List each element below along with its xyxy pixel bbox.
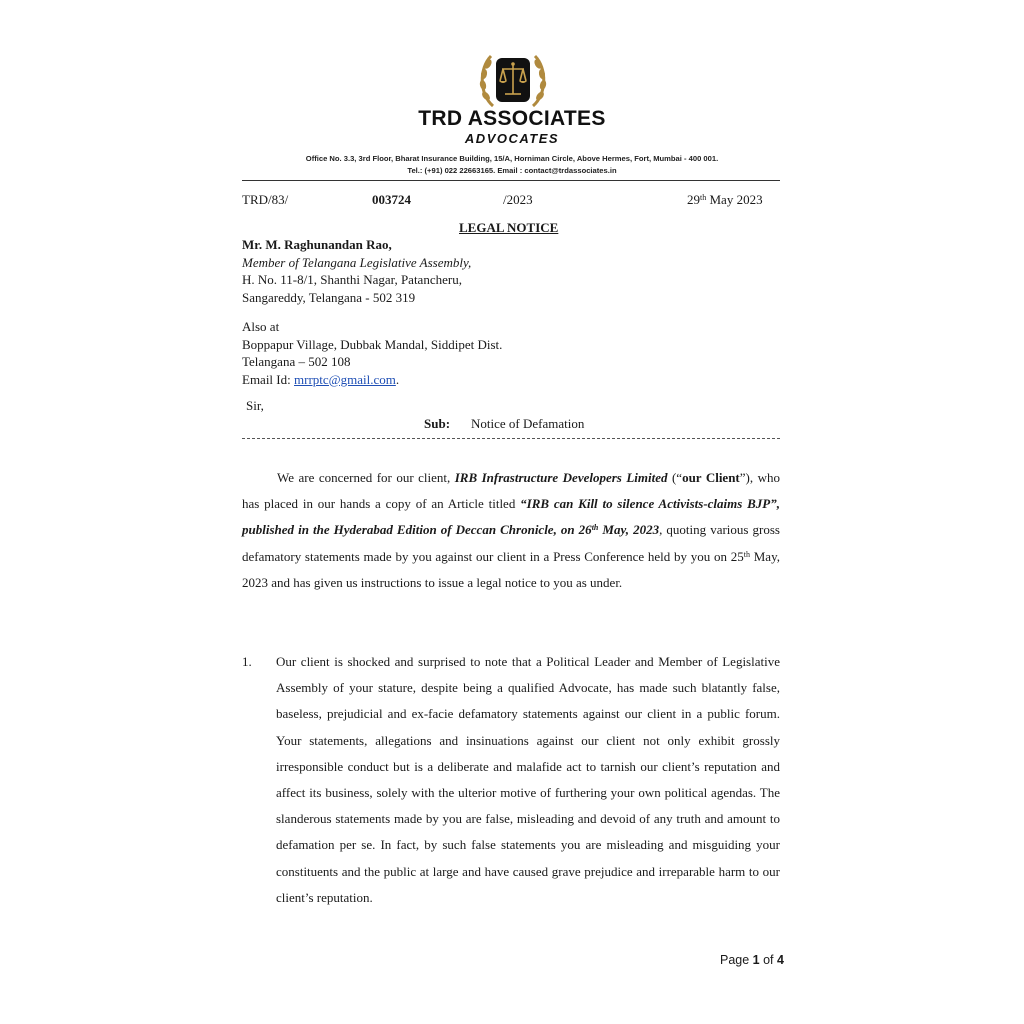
firm-logo-scales-icon [475,52,551,112]
reference-number: 003724 [372,192,411,207]
addressee-block [242,236,471,306]
salutation: Sir, [246,398,264,413]
intro-text: ”), who has placed in our hands a copy of an Article titled [242,470,780,512]
notice-heading: LEGAL NOTICE [459,220,559,235]
firm-address: Office No. 3.3, 3rd Floor, Bharat Insurance Building, 15/A, Horniman Circle, Above Hermes, Fort, Mumbai - 400 001. [305,154,719,163]
intro-text: May, 2023 and has given us instructions to issue a legal notice to you as under. [242,548,780,590]
alternate-address-block [242,318,502,388]
point-text: Our client is shocked and surprised to note that a Political Leader and Member of Legislative Assembly of your stature, despite being a qualified Advocate, has made such blatantly false, baseless, prejudicial and ex-facie defamatory statements against our client in a public forum. Your statements, allegations and insinuations against our client not only exhibit grossly irresponsible conduct but is a deliberate and malafide act to tarnish our client’s reputation and affect its business, solely with the ulterior motive of furthering your own political agendas. The slanderous statements made by you are false, misleading and devoid of any truth and amount to defamation per se. In fact, by such false statements you are misleading and misguiding your constituents and the public at large and have caused grave prejudice and irreparable harm to our client’s reputation. [276,654,780,905]
page-total: 4 [777,953,784,967]
date-month-year: May 2023 [706,192,763,207]
reference-prefix: TRD/83/ [242,192,289,207]
conference-date-suffix: th [743,549,750,559]
firm-name: TRD ASSOCIATES [418,107,606,130]
firm-subtitle: ADVOCATES [464,131,560,146]
letterhead-divider [242,180,780,181]
client-short-name: our Client [682,470,740,485]
alternate-address-line: Telangana – 502 108 [242,354,351,369]
dashed-divider [242,438,780,439]
date-suffix: th [700,193,707,202]
page-of: of [759,953,777,967]
point-number: 1. [242,654,252,669]
intro-text: (“ [667,470,683,485]
email-label: Email Id: [242,371,294,387]
client-name: IRB Infrastructure Developers Limited [454,470,668,485]
reference-year: /2023 [503,192,533,207]
alternate-address-line: Boppapur Village, Dubbak Mandal, Siddipet Dist. [242,336,503,352]
email-line [242,371,502,389]
article-date-suffix: th [591,523,599,533]
page-indicator [720,953,784,967]
date-day: 29 [687,192,700,207]
addressee-designation: Member of Telangana Legislative Assembly, [242,254,472,270]
page-current: 1 [752,953,760,967]
addressee-name: Mr. M. Raghunandan Rao, [242,237,392,252]
addressee-address-line: Sangareddy, Telangana - 502 319 [242,289,416,305]
email-trail: . [395,371,400,387]
intro-text: , quoting various gross defamatory statements made by you against our client in a Press Conference held by you on 25 [242,522,780,564]
article-title: “IRB can Kill to silence Activists-claims BJP”, published in the Hyderabad Edition of Deccan Chronicle, on 26 [242,496,780,538]
article-date-end: May, 2023 [598,522,660,538]
also-at-label: Also at [242,319,280,334]
page-word: Page [720,953,753,967]
notice-date [687,192,763,208]
intro-paragraph [242,465,780,596]
intro-text: We are concerned for our client, [277,470,455,485]
firm-contact: Tel.: (+91) 022 22663165. Email : contact@trdassociates.in [407,166,617,175]
subject-text: Notice of Defamation [471,416,585,431]
subject-label: Sub: [424,416,451,431]
addressee-address-line: H. No. 11-8/1, Shanthi Nagar, Patancheru, [242,272,462,287]
email-link[interactable]: mrrptc@gmail.com [294,371,396,387]
